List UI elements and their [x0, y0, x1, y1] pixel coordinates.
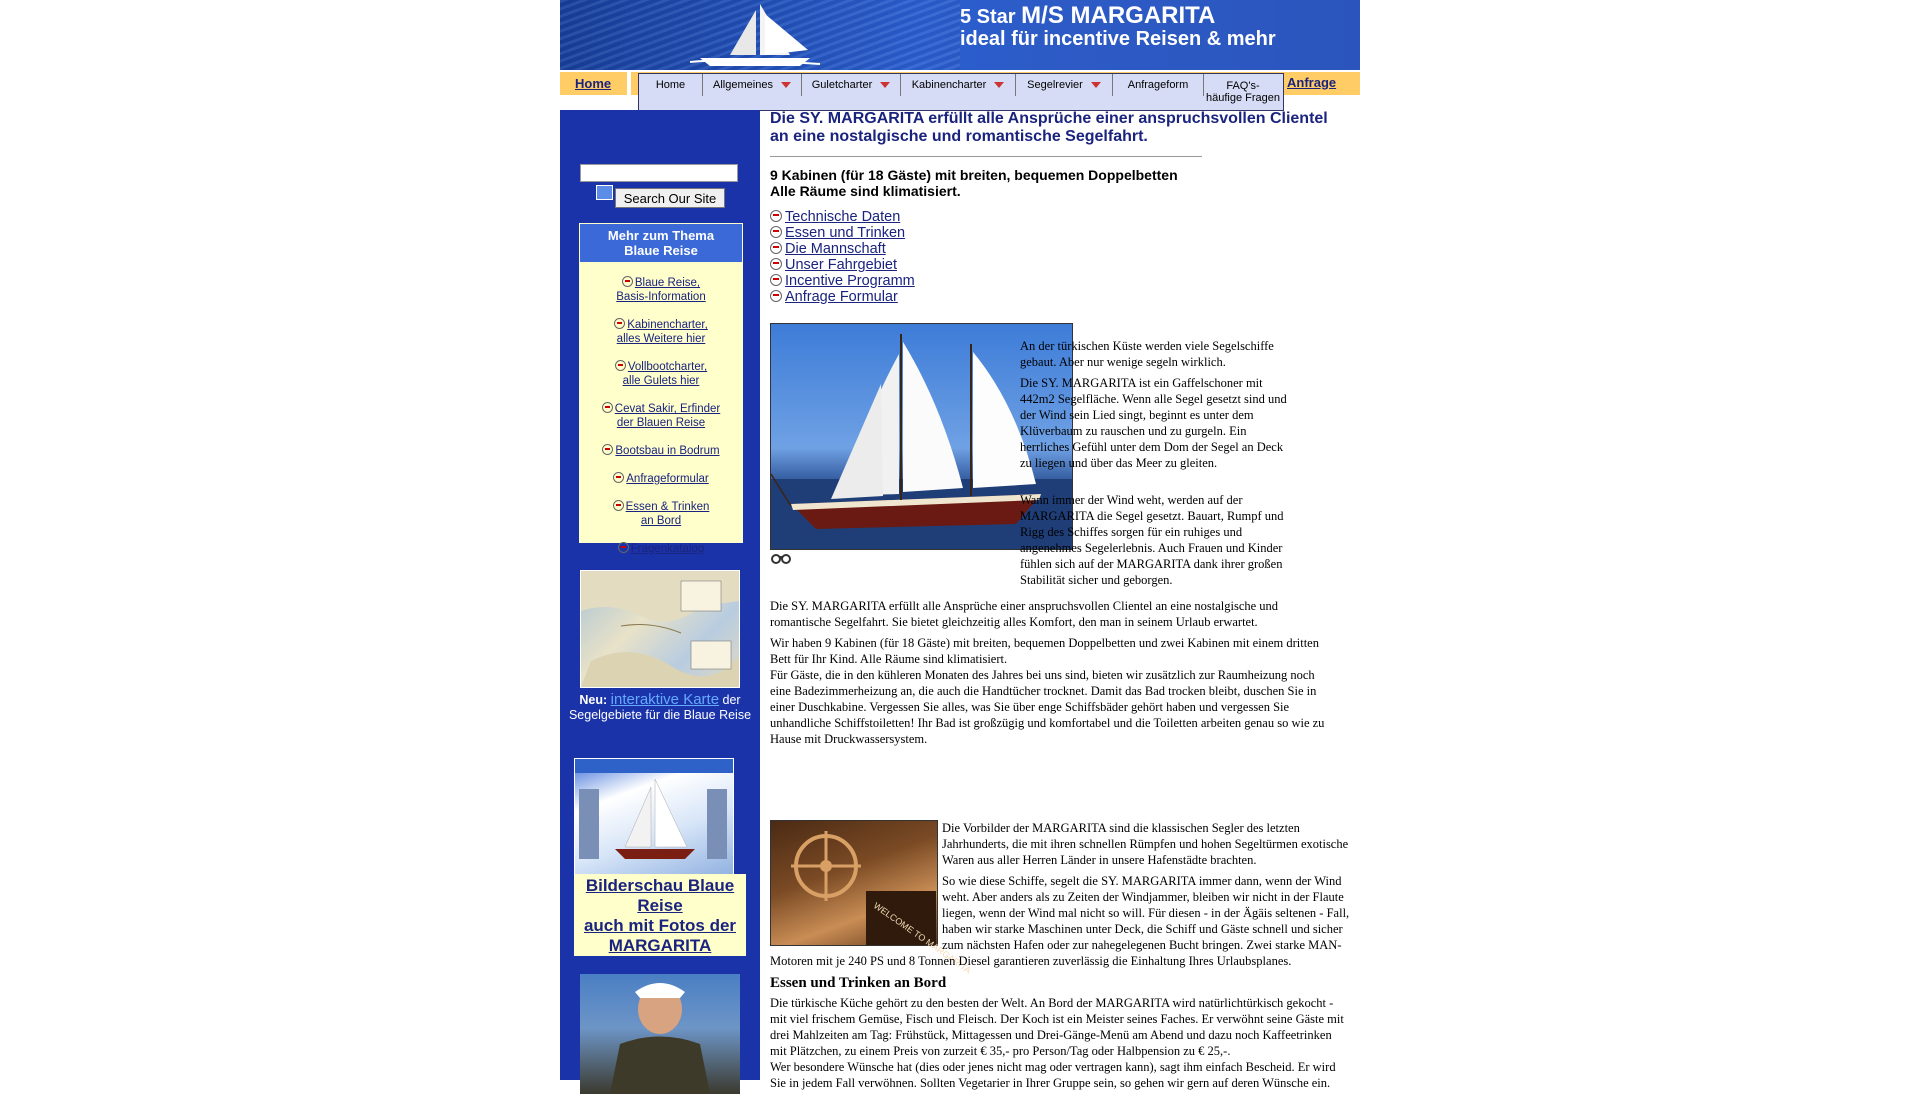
topic-link-anfrageformular[interactable]	[580, 472, 742, 486]
content-links	[770, 209, 1350, 305]
topic-link-line1: Bootsbau in Bodrum	[615, 445, 720, 457]
wheel-illustration	[771, 821, 973, 976]
map-thumbnail[interactable]	[580, 570, 740, 688]
dropdown-arrow-icon	[994, 82, 1004, 88]
menu-label: FAQ's-	[1226, 80, 1260, 92]
topic-link-line1: Cevat Sakir, Erfinder	[614, 403, 721, 415]
site-subtitle: ideal für incentive Reisen & mehr	[960, 28, 1276, 50]
cabin-summary-line2: Alle Räume sind klimatisiert.	[770, 183, 961, 199]
topic-link-kabinencharter[interactable]	[580, 318, 742, 346]
link-arrow-icon	[602, 402, 613, 413]
dropdown-arrow-icon	[781, 82, 791, 88]
link-arrow-icon	[622, 276, 633, 287]
text-block-2	[770, 598, 1335, 752]
sailboat-logo	[690, 0, 830, 70]
page	[560, 0, 1360, 1090]
page-headline: Die SY. MARGARITA erfüllt alle Ansprüche einer anspruchsvollen Clientel an eine nostalgische und romantische Segelfahrt.	[770, 110, 1328, 145]
menu-label: Kabinencharter	[911, 79, 987, 91]
link-label: Essen und Trinken	[785, 225, 906, 241]
menu-label: Segelrevier	[1027, 79, 1083, 91]
topic-heading	[580, 224, 742, 262]
menu-label-2: häufige Fragen	[1206, 92, 1280, 104]
link-mannschaft[interactable]	[770, 241, 1350, 257]
link-arrow-icon	[618, 542, 629, 553]
link-arrow-icon	[770, 274, 782, 286]
search-button[interactable]: Search Our Site	[615, 188, 725, 208]
paragraph: An der türkischen Küste werden viele Segelschiffe gebaut. Aber nur wenige segeln wirklich.	[1020, 339, 1274, 369]
menu-label: Guletcharter	[811, 79, 873, 91]
dropdown-arrow-icon	[880, 82, 890, 88]
link-arrow-icon	[770, 226, 782, 238]
topic-link-line2: Basis-Information	[616, 291, 706, 303]
paragraph: Wer besondere Wünsche hat (dies oder jenes nicht mag oder vertragen kann), sagt ihm einfach Bescheid. Er wird Sie in jedem Fall verwöhnen. Sollten Vegetarier in Ihrer Gruppe sein, so gehen wir gern auf deren Wünsche ein.	[770, 1060, 1336, 1090]
map-caption	[565, 692, 755, 723]
link-arrow-icon	[613, 472, 624, 483]
topic-link-fragenkatalog[interactable]	[580, 542, 742, 556]
link-arrow-icon	[770, 242, 782, 254]
paragraph: Wann immer der Wind weht, werden auf der MARGARITA die Segel gesetzt. Bauart, Rumpf und Rigg des Schiffes sorgen für ein ruhiges und angenehmes Segelerlebnis. Auch Frauen und Kinder fühlen sich auf der MARGARITA dank ihrer großen Stabilität sicher und geborgen.	[1020, 493, 1284, 587]
captain-photo	[580, 974, 740, 1094]
topic-link-line1: Essen & Trinken	[625, 501, 710, 513]
slideshow-thumbnail[interactable]	[574, 758, 734, 878]
site-title-prefix: 5 Star	[960, 6, 1016, 28]
site-title-name: M/S MARGARITA	[1021, 2, 1216, 29]
topic-link-line2: an Bord	[640, 515, 682, 527]
dropdown-arrow-icon	[1091, 82, 1101, 88]
topic-heading-line2: Blaue Reise	[624, 243, 698, 258]
topic-link-line1: Fragenkatalog	[630, 543, 705, 555]
slideshow-illustration	[575, 759, 733, 877]
anfrage-link[interactable]: Anfrage	[1287, 75, 1337, 90]
link-anfrage-formular[interactable]	[770, 289, 1350, 305]
nav-divider	[627, 72, 631, 95]
main-content	[770, 110, 1350, 1090]
cabin-summary	[770, 167, 1350, 199]
menu-item-kabinencharter[interactable]	[901, 74, 1016, 96]
link-essen-trinken[interactable]	[770, 225, 1350, 241]
paragraph: Wir haben 9 Kabinen (für 18 Gäste) mit breiten, bequemen Doppelbetten und zwei Kabinen mit einem dritten Bett für Ihr Kind. Alle Räume sind klimatisiert.	[770, 636, 1319, 666]
menu-item-faq[interactable]	[1204, 74, 1282, 104]
link-label: Incentive Programm	[785, 273, 915, 289]
topic-link-line1: Blaue Reise,	[634, 277, 701, 289]
menu-label: Home	[655, 79, 686, 91]
link-arrow-icon	[602, 444, 613, 455]
topic-link-blaue-reise[interactable]	[580, 276, 742, 304]
section-title-essen: Essen und Trinken an Bord	[770, 975, 947, 991]
dropdown-menu-bar	[638, 73, 1284, 111]
link-label: Anfrage Formular	[785, 289, 898, 305]
divider	[770, 156, 1202, 157]
link-label: Technische Daten	[785, 209, 901, 225]
menu-label: Allgemeines	[713, 79, 773, 91]
menu-label: Anfrageform	[1127, 79, 1189, 91]
paragraph: Die SY. MARGARITA ist ein Gaffelschoner mit 442m2 Segelfläche. Wenn alle Segel gesetzt sind und der Wind sein Lied singt, beginnt es unter dem Klüverbaum zu rauschen und zu gurgeln. Ein herrliches Gefühl unter dem Dom der Segel an Deck zu liegen und über das Meer zu gleiten.	[1020, 376, 1287, 470]
menu-item-allgemeines[interactable]	[703, 74, 802, 96]
wheel-mat-text: WELCOME TO MARGARITA	[871, 900, 973, 976]
cabin-summary-line1: 9 Kabinen (für 18 Gäste) mit breiten, bequemen Doppelbetten	[770, 167, 1178, 183]
topic-link-line2: alle Gulets hier	[622, 375, 700, 387]
captain-illustration	[580, 974, 740, 1094]
link-arrow-icon	[770, 258, 782, 270]
link-technische-daten[interactable]	[770, 209, 1350, 225]
paragraph: Die türkische Küche gehört zu den besten der Welt. An Bord der MARGARITA wird natürlichtürkisch gekocht - mit viel frischem Gemüse, Fisch und Fleisch. Der Koch ist ein Meister seines Faches. Er verwöhnt seine Gäste mit drei Mahlzeiten am Tag: Frühstück, Mittagessen und Drei-Gänge-Menü am Abend und dazu noch Kaffeetrinken mit Plätzchen, zu einem Preis von zurzeit € 35,- pro Person/Tag oder Halbpension zu € 25,-.	[770, 996, 1344, 1058]
text-block	[770, 492, 1350, 593]
topic-link-line1: Anfrageformular	[626, 473, 709, 485]
link-fahrgebiet[interactable]	[770, 257, 1350, 273]
paragraph: Die SY. MARGARITA erfüllt alle Ansprüche einer anspruchsvollen Clientel an eine nostalgische und romantische Segelfahrt. Sie bietet gleichzeitig alles Komfort, den man in seinem Urlaub erwartet.	[770, 599, 1279, 629]
menu-item-segelrevier[interactable]	[1016, 74, 1113, 96]
paragraph: Für Gäste, die in den kühleren Monaten des Jahres bei uns sind, bieten wir zusätzlich zur Raumheizung noch eine Badezimmerheizung an, die auch die Handtücher trocknet. Damit das Bad trocken bleibt, duschen Sie in einer Duschkabine. Vergessen Sie alles, was Sie über enge Schiffsbäder gehört haben und vergessen Sie unhandliche Schiffstoiletten! Ihr Bad ist großzügig und komfortabel und die Toiletten arbeiten genau so wie zu Hause mit Druckwassersystem.	[770, 668, 1325, 746]
map-caption-rest: der Segelgebiete für die Blaue Reise	[568, 693, 752, 722]
topic-link-line2: der Blauen Reise	[616, 417, 706, 429]
slideshow-box	[574, 874, 746, 956]
wheel-photo	[770, 820, 973, 976]
topic-link-vollbootcharter[interactable]	[580, 360, 742, 388]
map-caption-neu: Neu:	[579, 693, 608, 707]
link-arrow-icon	[613, 500, 624, 511]
map-illustration	[581, 571, 739, 687]
slideshow-link[interactable]	[574, 874, 746, 956]
slideshow-link-line2: auch mit Fotos der MARGARITA	[583, 916, 737, 955]
menu-item-home[interactable]	[639, 74, 703, 96]
topic-link-line1: Kabinencharter,	[627, 319, 708, 331]
topic-heading-line1: Mehr zum Thema	[607, 228, 715, 243]
link-label: Die Mannschaft	[785, 241, 886, 257]
search-input[interactable]	[580, 164, 738, 182]
menu-item-guletcharter[interactable]	[802, 74, 901, 96]
sidebar	[560, 110, 760, 1080]
topic-link-line1: Vollbootcharter,	[627, 361, 708, 373]
search-icon[interactable]	[596, 185, 613, 200]
topic-link-line2: alles Weitere hier	[616, 333, 706, 345]
link-arrow-icon	[770, 210, 782, 222]
interactive-map-link[interactable]: interaktive Karte	[610, 691, 720, 708]
link-arrow-icon	[614, 318, 625, 329]
header-banner	[560, 0, 1360, 70]
link-incentive[interactable]	[770, 273, 1350, 289]
intro-text-column	[1020, 338, 1290, 476]
paragraph: Die Vorbilder der MARGARITA sind die klassischen Segler des letzten Jahrhunderts, die mit ihren schnellen Rümpfen und hohen Segeltürmen exotische Waren aus aller Herren Länder in unsere Hafenstädte brachten.	[942, 821, 1349, 867]
topic-link-cevat-sakir[interactable]	[580, 402, 742, 430]
paragraph: So wie diese Schiffe, segelt die SY. MARGARITA immer dann, wenn der Wind weht. Aber anders als zu Zeiten der Windjammer, bleiben wir nicht in der Flaute liegen, wenn der Wind mal nicht so will. Für diesen - in der Ägäis seltenen - Fall, haben wir starke Maschinen unter Deck, die Schiff und Gäste schnell und sicher zum nächsten Hafen oder zur nahegelegenen Bucht bringen. Zwei starke MAN-Motoren mit je 240 PS und 8 Tonnen Diesel garantieren zuverlässig die Einhaltung Ihres Urlaubsplanes.	[770, 874, 1350, 968]
site-title	[960, 2, 1215, 30]
section-engines	[770, 820, 1350, 1096]
link-label: Unser Fahrgebiet	[785, 257, 898, 273]
link-arrow-icon	[770, 290, 782, 302]
topic-box	[579, 223, 743, 555]
topic-link-bootsbau[interactable]	[580, 444, 742, 458]
slideshow-link-line1: Bilderschau Blaue Reise	[585, 876, 735, 915]
link-arrow-icon	[615, 360, 626, 371]
home-link[interactable]: Home	[575, 76, 612, 91]
topic-link-essen-trinken[interactable]	[580, 500, 742, 528]
menu-item-anfrageform[interactable]	[1113, 74, 1204, 96]
